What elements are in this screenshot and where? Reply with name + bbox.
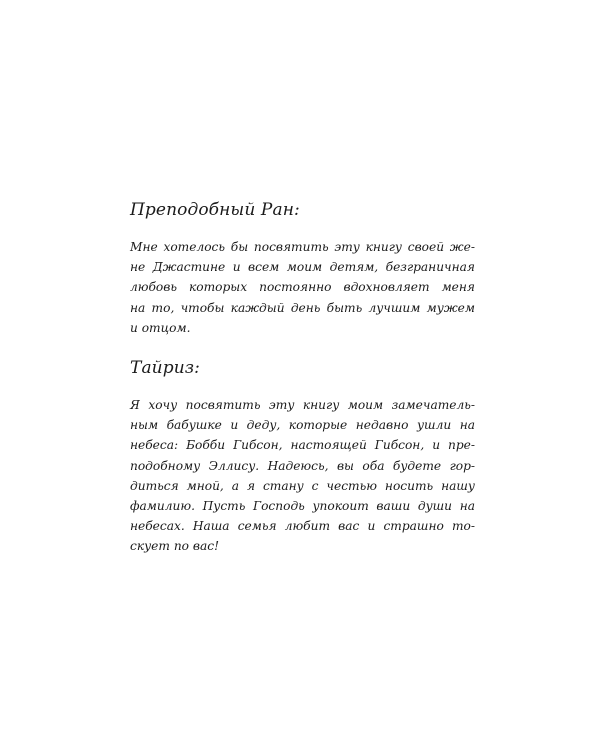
dedication-ran [130, 200, 475, 338]
text-line: фамилию. Пусть Господь упокоит ваши души на [130, 499, 475, 514]
text-line: небеса: Бобби Гибсон, настоящей Гибсон, и пре- [130, 438, 475, 453]
dedication-heading: Тайриз: [130, 358, 200, 378]
text-line: и отцом. [130, 320, 191, 335]
text-line: Я хочу посвятить эту книгу моим замечатель- [130, 398, 475, 412]
dedication-text [130, 395, 475, 557]
text-line: небесах. Наша семья любит вас и страшно то- [130, 519, 475, 534]
text-line: не Джастине и всем моим детям, безграничная [130, 260, 475, 275]
text-line: любовь которых постоянно вдохновляет меня [130, 280, 475, 295]
text-line: скует по вас! [130, 539, 219, 554]
text-line: Мне хотелось бы посвятить эту книгу своей же- [130, 240, 475, 254]
text-line: диться мной, а я стану с честью носить нашу [130, 478, 475, 493]
text-line: ным бабушке и деду, которые недавно ушли на [130, 418, 475, 433]
text-line: подобному Эллису. Надеюсь, вы оба будете гор- [130, 458, 475, 473]
dedication-text [130, 237, 475, 338]
dedication-heading: Преподобный Ран: [130, 200, 300, 220]
text-line: на то, чтобы каждый день быть лучшим мужем [130, 300, 475, 315]
dedication-tyrese [130, 358, 475, 557]
